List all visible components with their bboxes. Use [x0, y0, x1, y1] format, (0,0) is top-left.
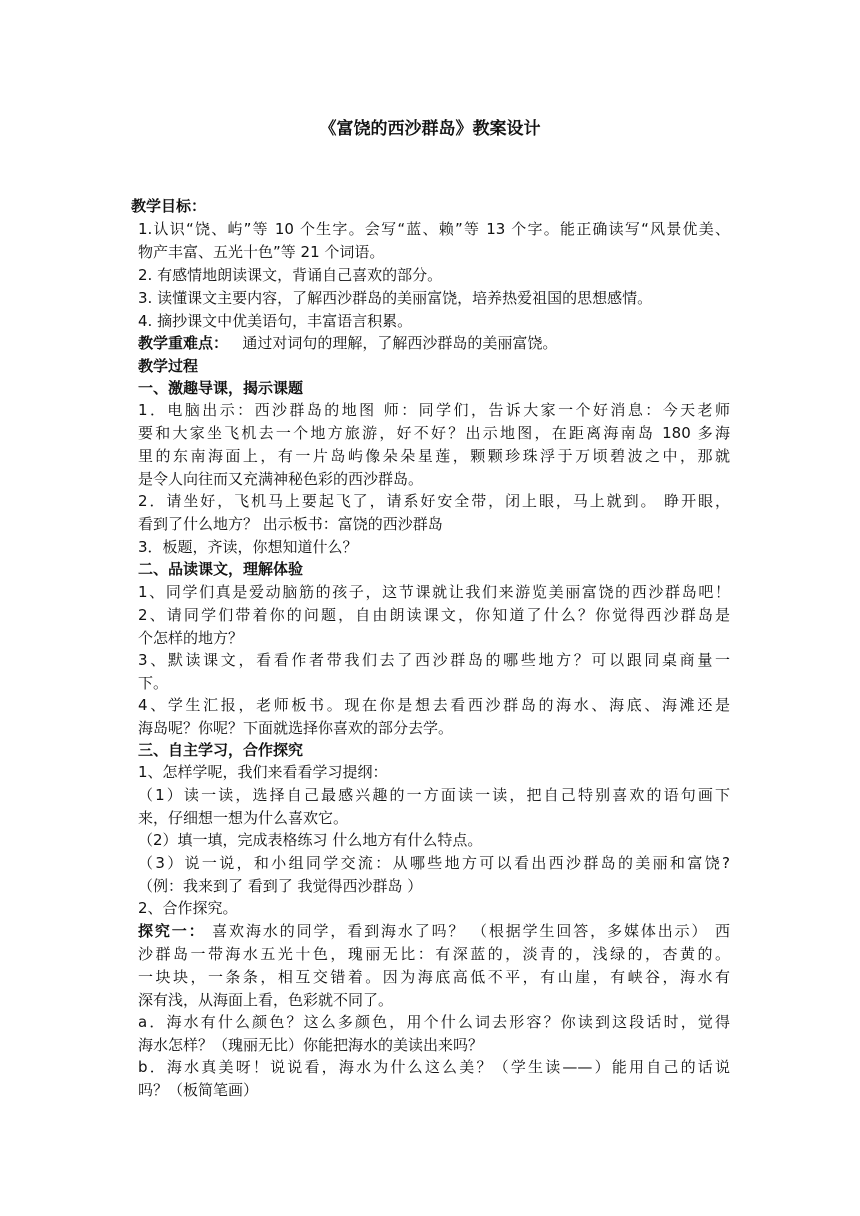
section-2-heading: 二、品读课文，理解体验 [138, 560, 304, 578]
s3-item1: 1、怎样学呢，我们来看看学习提纲： [138, 763, 388, 781]
s1-item1-line4: 是令人向往而又充满神秘色彩的西沙群岛。 [138, 470, 424, 488]
s1-item2-line1: 2．请坐好，飞机马上要起飞了，请系好安全带，闭上眼，马上就到。 睁开眼， [138, 492, 730, 510]
key-points [138, 332, 557, 355]
s1-item1-line1: 1．电脑出示：西沙群岛的地图 师：同学们，告诉大家一个好消息：今天老师 [138, 401, 730, 419]
explore1-line2: 沙群岛一带海水五光十色，瑰丽无比：有深蓝的，淡青的，浅绿的，杏黄的。 [138, 945, 730, 963]
goal-2: 2. 有感情地朗读课文，背诵自己喜欢的部分。 [138, 266, 443, 284]
goals-heading: 教学目标： [131, 197, 207, 215]
s1-item3: 3．板题，齐读，你想知道什么？ [138, 538, 358, 556]
document-title: 《富饶的西沙群岛》教案设计 [319, 119, 541, 139]
explore1-label: 探究一： [138, 922, 206, 940]
s2-item3-line1: 3、默读课文，看看作者带我们去了西沙群岛的哪些地方？可以跟同桌商量一 [138, 651, 730, 669]
s3-step2: （2）填一填，完成表格练习 什么地方有什么特点。 [138, 831, 483, 849]
s1-item1-line3: 里的东南海面上，有一片岛屿像朵朵星莲，颗颗珍珠浮于万顷碧波之中，那就 [138, 447, 730, 465]
goal-1-line-1: 1.认识“饶、屿”等 10 个生字。会写“蓝、赖”等 13 个字。能正确读写“风景优美、 [138, 220, 730, 238]
explore1-line3: 一块块，一条条，相互交错着。因为海底高低不平，有山崖，有峡谷，海水有 [138, 968, 730, 986]
s2-item2-line2: 个怎样的地方？ [138, 629, 244, 647]
explore1-line1 [138, 920, 730, 943]
section-1-heading: 一、激趣导课，揭示课题 [138, 379, 304, 397]
s2-item1: 1、同学们真是爱动脑筋的孩子，这节课就让我们来游览美丽富饶的西沙群岛吧！ [138, 583, 730, 601]
question-b-line1: b．海水真美呀！说说看，海水为什么这么美？（学生读——）能用自己的话说 [138, 1058, 730, 1076]
explore1-text: 喜欢海水的同学，看到海水了吗？ （根据学生回答，多媒体出示） 西 [205, 922, 730, 940]
question-a-line2: 海水怎样？（瑰丽无比）你能把海水的美读出来吗？ [138, 1036, 484, 1054]
s3-step3-example: （例：我来到了 看到了 我觉得西沙群岛 ） [138, 877, 423, 895]
s3-step1-line1: （1）读一读，选择自己最感兴趣的一方面读一读，把自己特别喜欢的语句画下 [138, 786, 730, 804]
s3-step1-line2: 来，仔细想一想为什么喜欢它。 [138, 809, 349, 827]
s1-item1-line2: 要和大家坐飞机去一个地方旅游，好不好？出示地图，在距离海南岛 180 多海 [138, 424, 730, 442]
explore1-line4: 深有浅，从海面上看，色彩就不同了。 [138, 991, 394, 1009]
goal-4: 4. 摘抄课文中优美语句，丰富语言积累。 [138, 312, 413, 330]
s3-step3: （3）说一说，和小组同学交流：从哪些地方可以看出西沙群岛的美丽和富饶? [138, 854, 730, 872]
question-a-line1: a．海水有什么颜色？这么多颜色，用个什么词去形容？你读到这段话时，觉得 [138, 1013, 730, 1031]
s2-item2-line1: 2、请同学们带着你的问题，自由朗读课文，你知道了什么？你觉得西沙群岛是 [138, 606, 730, 624]
s2-item3-line2: 下。 [138, 674, 169, 692]
s2-item4-line2: 海岛呢？你呢？下面就选择你喜欢的部分去学。 [138, 719, 454, 737]
s1-item2-line2: 看到了什么地方？ 出示板书：富饶的西沙群岛 [138, 515, 443, 533]
question-b-line2: 吗？（板简笔画） [138, 1081, 259, 1099]
s3-item2: 2、合作探究。 [138, 899, 238, 917]
s2-item4-line1: 4、学生汇报，老师板书。现在你是想去看西沙群岛的海水、海底、海滩还是 [138, 696, 730, 714]
goal-3: 3. 读懂课文主要内容，了解西沙群岛的美丽富饶，培养热爱祖国的思想感情。 [138, 289, 653, 307]
key-points-label: 教学重难点： [138, 334, 229, 352]
section-3-heading: 三、自主学习，合作探究 [138, 741, 304, 759]
goal-1-line-2: 物产丰富、五光十色”等 21 个词语。 [138, 243, 385, 261]
key-points-text: 通过对词句的理解，了解西沙群岛的美丽富饶。 [242, 334, 558, 352]
process-heading: 教学过程 [138, 357, 199, 375]
